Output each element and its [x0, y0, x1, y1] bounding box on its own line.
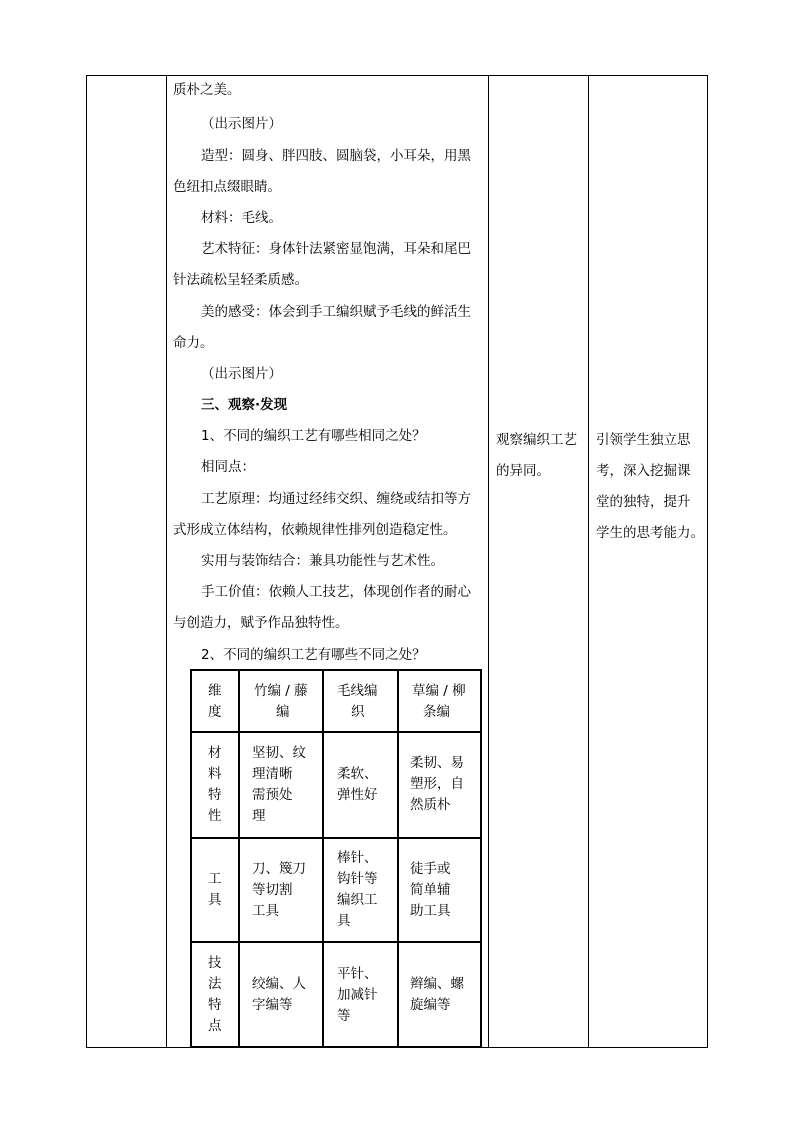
cell-text: 编	[276, 704, 290, 720]
content-line: （出示图片）	[201, 116, 282, 132]
cell-text: 等切割	[252, 882, 293, 898]
cell-text: 法	[208, 976, 222, 992]
table-border-3	[488, 75, 489, 1048]
cell-text: 等	[337, 1008, 351, 1024]
intent-line: 堂的独特，提升	[596, 494, 691, 510]
cell-text: 草编 / 柳	[412, 683, 466, 699]
cell-text: 柔韧、易	[410, 755, 464, 771]
inner-col-line	[397, 671, 399, 1046]
content-line: 美的感受：体会到手工编织赋予毛线的鲜活生	[201, 304, 471, 320]
cell-text: 织	[351, 704, 365, 720]
table-border-2	[166, 75, 167, 1048]
table-cell	[252, 974, 306, 1016]
intent-line: 学生的思考能力。	[596, 525, 704, 541]
table-cell	[252, 859, 306, 922]
table-border-1	[86, 75, 87, 1048]
inner-row-line	[192, 731, 480, 733]
content-line: 工艺原理：均通过经纬交织、缠绕或结扣等方	[201, 491, 471, 507]
content-line: 造型：圆身、胖四肢、圆脑袋，小耳朵，用黑	[201, 148, 471, 164]
cell-text: 辫编、螺	[410, 976, 464, 992]
intent-line: 考，深入挖掘课	[596, 463, 691, 479]
table-cell	[337, 848, 378, 932]
header-cell	[412, 681, 466, 723]
cell-text: 加减针	[337, 987, 378, 1003]
cell-text: 字编等	[252, 997, 293, 1013]
cell-text: 钩针等	[337, 871, 378, 887]
table-cell	[252, 743, 306, 827]
intent-line: 引领学生独立思	[596, 432, 691, 448]
table-cell	[337, 764, 378, 806]
cell-text: 棒针、	[337, 850, 378, 866]
content-line: 2、不同的编织工艺有哪些不同之处？	[201, 647, 426, 663]
content-line: 式形成立体结构，依赖规律性排列创造稳定性。	[173, 522, 457, 538]
cell-text: 度	[208, 704, 222, 720]
content-line: 1、不同的编织工艺有哪些相同之处？	[201, 428, 426, 444]
row-label	[208, 869, 222, 911]
cell-text: 技	[208, 955, 222, 971]
cell-text: 条编	[423, 704, 450, 720]
table-cell	[337, 964, 378, 1027]
cell-text: 料	[208, 766, 222, 782]
header-cell	[337, 681, 378, 723]
comparison-table	[190, 669, 482, 1048]
content-line: （出示图片）	[201, 366, 282, 382]
student-activity	[496, 425, 586, 487]
inner-col-line	[322, 671, 324, 1046]
cell-text: 性	[208, 808, 222, 824]
cell-text: 简单辅	[410, 882, 451, 898]
cell-text: 柔软、	[337, 766, 378, 782]
design-intent	[596, 425, 704, 549]
student-line: 观察编织工艺	[496, 432, 577, 448]
section-heading: 三、观察·发现	[201, 397, 288, 413]
table-cell	[410, 753, 464, 816]
cell-text: 理清晰	[252, 766, 293, 782]
cell-text: 特	[208, 787, 222, 803]
content-line: 手工价值：依赖人工技艺，体现创作者的耐心	[201, 584, 471, 600]
content-line: 命力。	[173, 335, 214, 351]
cell-text: 毛线编	[337, 683, 378, 699]
cell-text: 具	[337, 913, 351, 929]
content-line: 材料：毛线。	[201, 210, 282, 226]
cell-text: 弹性好	[337, 787, 378, 803]
cell-text: 需预处	[252, 787, 293, 803]
table-top-border	[86, 75, 708, 76]
cell-text: 助工具	[410, 903, 451, 919]
inner-row-line	[192, 941, 480, 943]
cell-text: 材	[208, 745, 222, 761]
cell-text: 具	[208, 892, 222, 908]
content-line: 与创造力，赋予作品独特性。	[173, 615, 349, 631]
inner-row-line	[192, 837, 480, 839]
header-cell	[254, 681, 308, 723]
content-line: 质朴之美。	[173, 82, 241, 98]
cell-text: 维	[208, 683, 222, 699]
content-line: 实用与装饰结合：兼具功能性与艺术性。	[201, 553, 444, 569]
table-cell	[410, 859, 451, 922]
table-border-5	[707, 75, 708, 1048]
cell-text: 刀、篾刀	[252, 861, 306, 877]
header-cell	[208, 681, 222, 723]
cell-text: 理	[252, 808, 266, 824]
cell-text: 然质朴	[410, 797, 451, 813]
cell-text: 旋编等	[410, 997, 451, 1013]
table-cell	[410, 974, 464, 1016]
inner-col-line	[238, 671, 240, 1046]
cell-text: 点	[208, 1018, 222, 1034]
row-label	[208, 743, 222, 827]
cell-text: 工具	[252, 903, 279, 919]
content-line: 针法疏松呈轻柔质感。	[173, 272, 308, 288]
cell-text: 坚韧、纹	[252, 745, 306, 761]
content-line: 色纽扣点缀眼睛。	[173, 179, 281, 195]
cell-text: 竹编 / 藤	[254, 683, 308, 699]
cell-text: 特	[208, 997, 222, 1013]
cell-text: 绞编、人	[252, 976, 306, 992]
cell-text: 徒手或	[410, 861, 451, 877]
content-line: 艺术特征：身体针法紧密显饱满，耳朵和尾巴	[201, 241, 471, 257]
cell-text: 塑形，自	[410, 776, 464, 792]
cell-text: 编织工	[337, 892, 378, 908]
cell-text: 平针、	[337, 966, 378, 982]
student-line: 的异同。	[496, 463, 550, 479]
row-label	[208, 953, 222, 1037]
content-line: 相同点：	[201, 459, 255, 475]
table-border-4	[588, 75, 589, 1048]
cell-text: 工	[208, 871, 222, 887]
